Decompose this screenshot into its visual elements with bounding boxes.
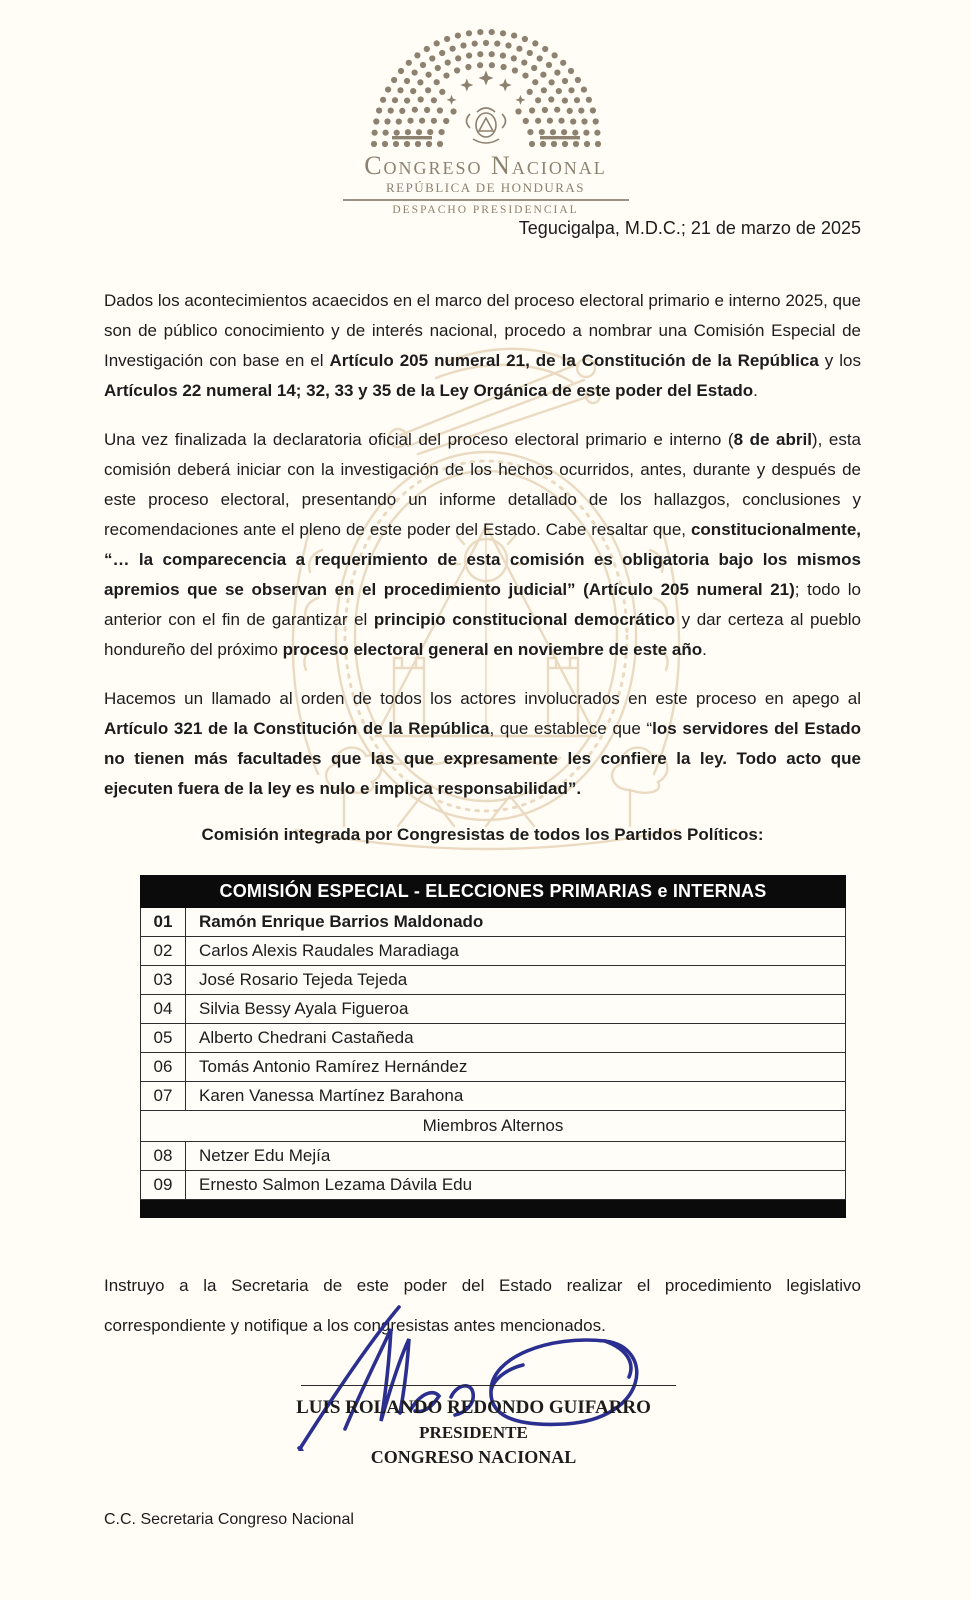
table-row — [141, 1142, 846, 1171]
text-run: Una vez finalizada la declaratoria oficial del proceso electoral primario e interno ( — [104, 430, 734, 449]
paragraph-3 — [104, 684, 861, 804]
hemicycle-dots-icon — [346, 22, 626, 150]
org-name: Congreso Nacional — [364, 151, 607, 180]
roster-table — [140, 875, 846, 1218]
cc-note: C.C. Secretaria Congreso Nacional — [104, 1511, 354, 1528]
signatory-org: CONGRESO NACIONAL — [370, 1447, 577, 1467]
table-row — [141, 937, 846, 966]
table-footer-bar — [141, 1200, 846, 1218]
paragraph-1 — [104, 286, 861, 406]
table-title: COMISIÓN ESPECIAL - ELECCIONES PRIMARIAS e INTERNAS — [141, 876, 846, 908]
member-number: 09 — [141, 1171, 186, 1200]
coat-of-arms-icon — [466, 108, 505, 143]
member-number: 06 — [141, 1053, 186, 1082]
member-name: Ernesto Salmon Lezama Dávila Edu — [186, 1171, 846, 1200]
table-row — [141, 1053, 846, 1082]
text-run: constitucionalmente, “… la comparecencia a requerimiento de esta comisión es obligatoria bajo los mismos apremios que se observan en el procedimiento judicial” (Artículo 205 numeral 21) — [104, 520, 861, 599]
table-row — [141, 1024, 846, 1053]
member-name: Ramón Enrique Barrios Maldonado — [186, 908, 846, 937]
table-row — [141, 1082, 846, 1111]
member-name: Alberto Chedrani Castañeda — [186, 1024, 846, 1053]
table-footer-bar-cell — [141, 1200, 846, 1218]
member-number: 05 — [141, 1024, 186, 1053]
text-run: proceso electoral general en noviembre de este año — [282, 640, 703, 659]
table-header-row — [141, 876, 846, 908]
member-number: 01 — [141, 908, 186, 937]
text-run: , que establece que “ — [489, 719, 653, 738]
member-number: 02 — [141, 937, 186, 966]
text-run: principio constitucional democrático — [373, 610, 676, 629]
office-label: DESPACHO PRESIDENCIAL — [392, 204, 579, 216]
date-line: Tegucigalpa, M.D.C.; 21 de marzo de 2025 — [518, 218, 861, 238]
congress-letterhead — [0, 0, 971, 216]
text-run: Artículo 205 numeral 21, de la Constitución de la República — [329, 351, 819, 370]
member-name: Netzer Edu Mejía — [186, 1142, 846, 1171]
signatory-title: PRESIDENTE — [419, 1423, 528, 1442]
text-run: Dados los acontecimientos acaecidos en el marco del proceso electoral primario e interno 2025, que son de público conocimiento y de interés nacional, procedo a nombrar una Comisión Especial de Investigación con base en el — [104, 291, 861, 370]
closing-paragraph: Instruyo a la Secretaria de este poder del Estado realizar el procedimiento legislativo correspondiente y notifique a los congresistas antes mencionados. — [104, 1276, 861, 1335]
member-name: José Rosario Tejeda Tejeda — [186, 966, 846, 995]
document-body — [0, 218, 971, 1530]
member-name: Carlos Alexis Raudales Maradiaga — [186, 937, 846, 966]
text-run: Artículos 22 numeral 14; 32, 33 y 35 de la Ley Orgánica de este poder del Estado — [104, 381, 754, 400]
table-row — [141, 908, 846, 937]
table-row — [141, 995, 846, 1024]
text-run: ), esta comisión deberá iniciar con la investigación de los hechos ocurridos, antes, durante y después de este proceso electoral, presentando un informe detallado de los hallazgos, conclusiones y recomendaciones ante el pleno de este poder del Estado. Cabe resaltar que, — [104, 430, 861, 539]
table-divider-row — [141, 1111, 846, 1142]
member-name: Karen Vanessa Martínez Barahona — [186, 1082, 846, 1111]
org-subtitle: REPÚBLICA DE HONDURAS — [385, 180, 586, 195]
stars-icon — [446, 71, 525, 105]
text-run: Hacemos un llamado al orden de todos los actores involucrados en este proceso en apego al — [104, 689, 861, 708]
member-number: 04 — [141, 995, 186, 1024]
signatory-name: LUIS ROLANDO REDONDO GUIFARRO — [296, 1397, 651, 1418]
text-run: 8 de abril — [733, 430, 812, 449]
text-run: los servidores del Estado no tienen más facultades que las que expresamente les confiere la ley. Todo acto que ejecuten fuera de la ley es nulo e implica responsabilidad”. — [104, 719, 862, 798]
table-row — [141, 1171, 846, 1200]
signature-line — [301, 1385, 676, 1386]
signature-block — [104, 1346, 861, 1476]
member-number: 03 — [141, 966, 186, 995]
text-run: y los — [818, 351, 861, 370]
table-row — [141, 966, 846, 995]
letterhead-divider — [343, 199, 629, 201]
text-run: . — [702, 640, 707, 659]
text-run: y dar certeza al pueblo hondureño del próximo — [104, 610, 861, 659]
text-run: Artículo 321 de la Constitución de la República — [104, 719, 490, 738]
paragraph-2 — [104, 425, 861, 665]
text-run: . — [753, 381, 758, 400]
text-run: ; todo lo anterior con el fin de garantizar el — [104, 580, 861, 629]
commission-heading: Comisión integrada por Congresistas de todos los Partidos Políticos: — [201, 825, 764, 844]
divider-label: Miembros Alternos — [141, 1111, 846, 1142]
member-name: Silvia Bessy Ayala Figueroa — [186, 995, 846, 1024]
signatory-text — [95, 1396, 852, 1470]
member-number: 08 — [141, 1142, 186, 1171]
member-number: 07 — [141, 1082, 186, 1111]
member-name: Tomás Antonio Ramírez Hernández — [186, 1053, 846, 1082]
